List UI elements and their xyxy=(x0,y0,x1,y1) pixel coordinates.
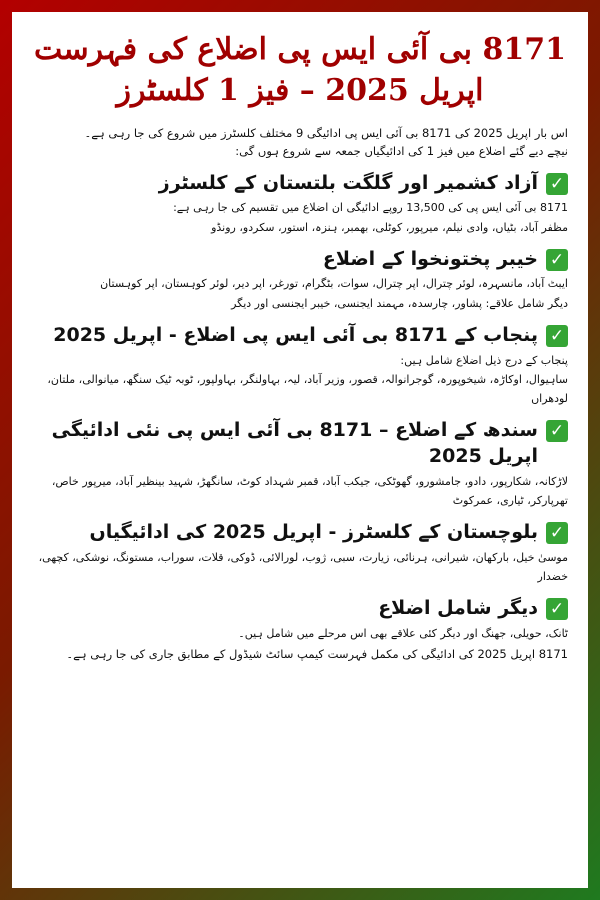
section-line: 8171 بی آئی ایس پی کی 13,500 روپے ادائیگی ان اضلاع میں تقسیم کی جا رہی ہے: xyxy=(173,201,568,215)
section-line: ایبٹ آباد، مانسہرہ، لوئر چترال، اپر چترال، سوات، بٹگرام، تورغر، اپر دیر، لوئر کوہستان، اپر کوہستان xyxy=(100,277,568,291)
footer-note: 8171 اپریل 2025 کی ادائیگی کی مکمل فہرست کیمپ سائٹ شیڈول کے مطابق جاری کی جا رہی ہے۔ xyxy=(66,647,568,662)
section-line: لودھراں xyxy=(531,392,568,406)
title-line-1: 8171 بی آئی ایس پی اضلاع کی فہرست xyxy=(34,32,566,67)
intro-line-2: نیچے دیے گئے اضلاع میں فیز 1 کی ادائیگیاں جمعہ سے شروع ہوں گی: xyxy=(235,143,568,158)
check-icon: ✓ xyxy=(546,598,568,620)
section-heading: بلوچستان کے کلسٹرز - اپریل 2025 کی ادائیگیاں xyxy=(89,521,538,544)
section-other xyxy=(32,596,568,643)
section-heading: آزاد کشمیر اور گلگت بلتستان کے کلسٹرز xyxy=(158,171,538,194)
check-icon: ✓ xyxy=(546,249,568,271)
section-heading: سندھ کے اضلاع – 8171 بی آئی ایس پی نئی ادائیگی اپریل 2025 xyxy=(51,419,538,467)
section-line: ساہیوال، اوکاڑہ، شیخوپورہ، گوجرانوالہ، قصور، وزیر آباد، لیہ، بہاولنگر، بہاولپور، ٹوبہ ٹیک سنگھ، میانوالی، ملتان، xyxy=(47,372,568,386)
intro-line-1: اس بار اپریل 2025 کی 8171 بی آئی ایس پی ادائیگی 9 مختلف کلسٹرز میں شروع کی جا رہی ہے۔ xyxy=(84,126,568,140)
intro xyxy=(32,125,568,161)
check-icon: ✓ xyxy=(546,522,568,544)
section-heading: دیگر شامل اضلاع xyxy=(378,597,538,620)
section-balochistan xyxy=(32,520,568,586)
section-line: تھرپارکر، ٹیاری، عمرکوٹ xyxy=(452,493,568,507)
section-line: ٹانک، حویلی، جھنگ اور دیگر کئی علاقے بھی اس مرحلے میں شامل ہیں۔ xyxy=(238,626,568,640)
section-sindh xyxy=(32,418,568,510)
section-line: دیگر شامل علاقے: پشاور، چارسدہ، مہمند ایجنسی، خیبر ایجنسی اور دیگر xyxy=(231,296,568,310)
section-line: خضدار xyxy=(537,569,568,583)
section-heading: پنجاب کے 8171 بی آئی ایس پی اضلاع - اپریل 2025 xyxy=(53,323,538,346)
check-icon: ✓ xyxy=(546,173,568,195)
check-icon: ✓ xyxy=(546,420,568,442)
section-kpk xyxy=(32,247,568,313)
check-icon: ✓ xyxy=(546,325,568,347)
section-heading: خیبر پختونخوا کے اضلاع xyxy=(322,247,538,270)
title-line-2: اپریل 2025 – فیز 1 کلسٹرز xyxy=(116,72,484,108)
poster-card xyxy=(12,12,588,888)
section-ajk-gb xyxy=(32,171,568,237)
page-title xyxy=(32,30,568,111)
section-line: پنجاب کے درج ذیل اضلاع شامل ہیں: xyxy=(400,353,568,367)
section-punjab xyxy=(32,323,568,408)
section-line: موسیٰ خیل، بارکھان، شیرانی، ہرنائی، زیارت، سبی، ژوب، لورالائی، ڈوکی، قلات، سوراب، مستونگ، نوشکی، کچھی، xyxy=(38,550,568,564)
section-line: مظفر آباد، بٹیاں، وادی نیلم، میرپور، کوٹلی، بھمبر، ہنزہ، استور، سکردو، رونڈو xyxy=(211,220,568,234)
section-line: لاڑکانہ، شکارپور، دادو، جامشورو، گھوٹکی، جیکب آباد، قمبر شہداد کوٹ، سانگھڑ، شہید بینظیر آباد، میرپور خاص، xyxy=(51,474,568,488)
